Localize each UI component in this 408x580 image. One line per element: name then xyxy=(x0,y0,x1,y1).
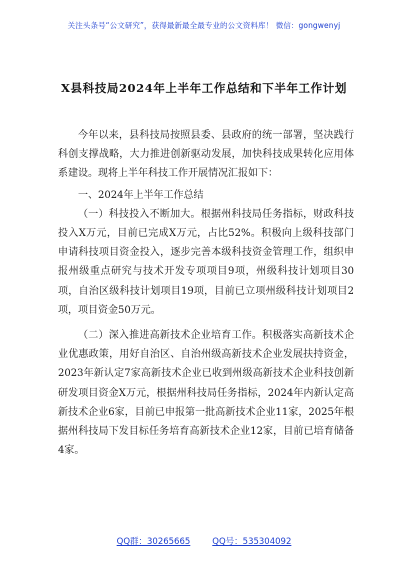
paragraph-tech-investment: （一）科技投入不断加大。根据州科技局任务指标，财政科技投入X万元，目前已完成X万元，占比52%。积极向上级科技部门申请科技项目资金投入，逐步完善本级科技资金管理工作，组织申报州级重点研究与技术开发专项项目9项，州级科技计划项目30项，自治区级科技计划项目19项，目前已立项州级科技计划项目2项，项目资金50万元。 xyxy=(58,208,354,316)
section-heading: 一、2024年上半年工作总结 xyxy=(78,189,204,201)
contact-footer xyxy=(0,535,408,547)
promo-header: 关注头条号“公文研究”，获得最新最全最专业的公文资料库！ 微信：gongwenyj xyxy=(67,21,341,30)
paragraph-hightech-enterprise: （二）深入推进高新技术企业培育工作。积极落实高新技术企业优惠政策，用好自治区、自治州级高新技术企业发展扶持资金，2023年新认定7家高新技术企业已收到州级高新技术企业科技创新研发项目资金X万元，根据州科技局任务指标，2024年内新认定高新技术企业6家，目前已申报第一批高新技术企业11家，2025年根据州科技局下发目标任务培育高新技术企业12家，目前已培育储备4家。 xyxy=(58,330,354,457)
document-title: X县科技局2024年上半年工作总结和下半年工作计划 xyxy=(61,81,347,95)
document-body xyxy=(58,120,354,460)
qq-group-link[interactable]: QQ群：30265665 xyxy=(116,537,191,547)
qq-number-link[interactable]: QQ号：535304092 xyxy=(212,537,292,547)
intro-paragraph: 今年以来，县科技局按照县委、县政府的统一部署，坚决践行科创支撑战略，大力推进创新驱动发展，加快科技成果转化应用体系建设。现将上半年科技工作开展情况汇报如下： xyxy=(58,130,354,180)
